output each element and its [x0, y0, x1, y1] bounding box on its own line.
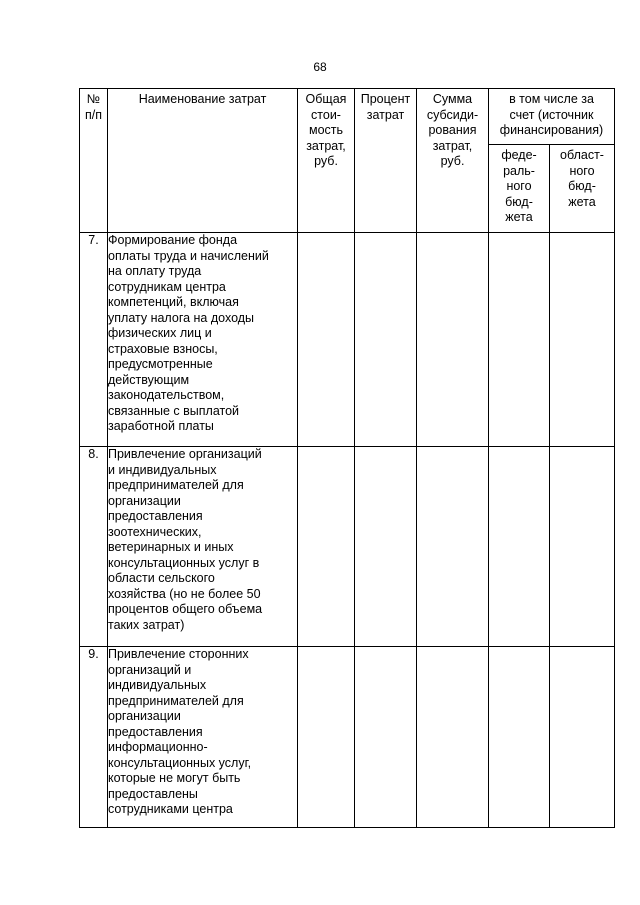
costs-table	[79, 88, 615, 828]
row-percent-cell	[355, 233, 417, 447]
header-including-sources: в том числе за счет (источник финансирования)	[489, 89, 615, 145]
row-regional-cell	[550, 647, 615, 828]
header-subsidy-sum: Сумма субсиди- рования затрат, руб.	[417, 89, 489, 233]
row-cost-name: Привлечение организаций и индивидуальных предпринимателей для организации предоставления зоотехнических, ветеринарных и иных консультационных услуг в области сельского хозяйства (но не более 50 процентов общего объема таких затрат)	[108, 447, 298, 647]
header-number: № п/п	[80, 89, 108, 233]
row-subsidy-sum-cell	[417, 647, 489, 828]
row-number: 9.	[80, 647, 108, 828]
row-subsidy-sum-cell	[417, 233, 489, 447]
row-federal-cell	[489, 233, 550, 447]
header-cost-name: Наименование затрат	[108, 89, 298, 233]
row-regional-cell	[550, 233, 615, 447]
row-total-cost-cell	[298, 647, 355, 828]
row-percent-cell	[355, 647, 417, 828]
row-subsidy-sum-cell	[417, 447, 489, 647]
row-number: 8.	[80, 447, 108, 647]
page-number: 68	[313, 60, 327, 74]
row-cost-name: Привлечение сторонних организаций и индивидуальных предпринимателей для организации предоставления информационно- консультационных услуг, которые не могут быть предоставлены сотрудниками центра	[108, 647, 298, 828]
header-federal-budget: феде- раль- ного бюд- жета	[489, 145, 550, 233]
row-federal-cell	[489, 647, 550, 828]
table-row	[80, 647, 615, 828]
header-percent: Процент затрат	[355, 89, 417, 233]
row-federal-cell	[489, 447, 550, 647]
table-row	[80, 447, 615, 647]
row-number: 7.	[80, 233, 108, 447]
table-row	[80, 233, 615, 447]
row-percent-cell	[355, 447, 417, 647]
header-regional-budget: област- ного бюд- жета	[550, 145, 615, 233]
row-regional-cell	[550, 447, 615, 647]
row-total-cost-cell	[298, 447, 355, 647]
row-cost-name: Формирование фонда оплаты труда и начислений на оплату труда сотрудникам центра компетенций, включая уплату налога на доходы физических лиц и страховые взносы, предусмотренные действующим законодательством, связанные с выплатой заработной платы	[108, 233, 298, 447]
header-total-cost: Общая стои- мость затрат, руб.	[298, 89, 355, 233]
row-total-cost-cell	[298, 233, 355, 447]
